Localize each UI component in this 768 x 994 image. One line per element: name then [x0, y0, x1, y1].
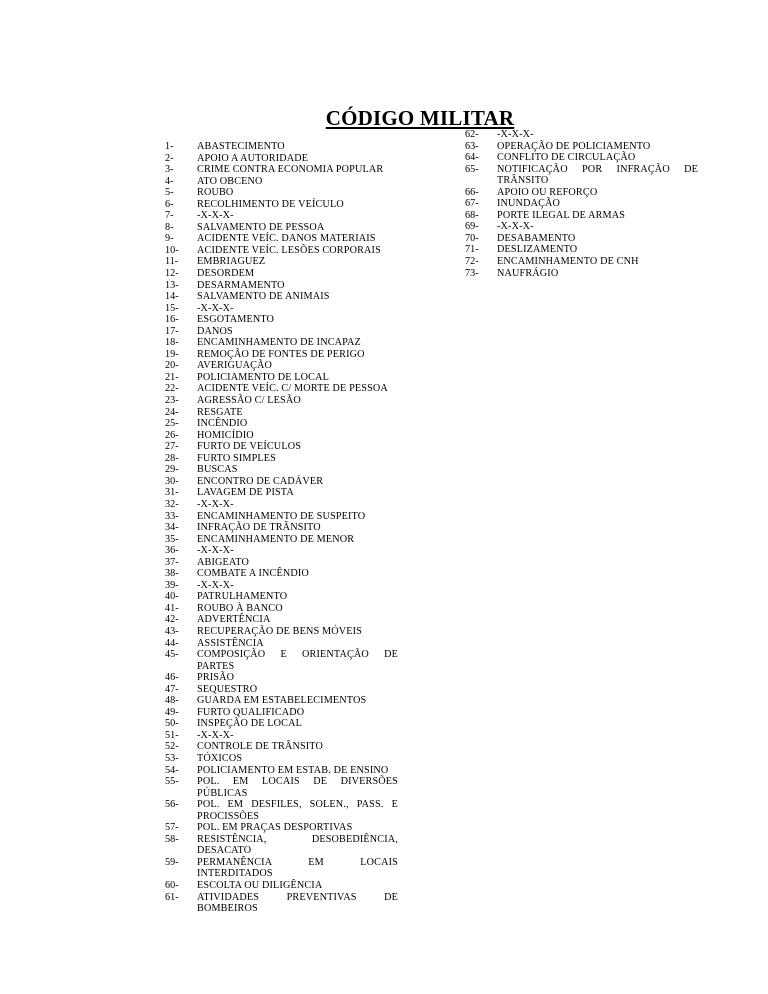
- code-list-item: [465, 221, 698, 233]
- code-list-item: [165, 245, 398, 257]
- code-list-item: [165, 407, 398, 419]
- code-description: ACIDENTE VEÍC. C/ MORTE DE PESSOA: [197, 383, 388, 395]
- code-description: ESCOLTA OU DILIGÊNCIA: [197, 880, 323, 891]
- code-list-item: [165, 741, 398, 753]
- code-description: ESGOTAMENTO: [197, 314, 275, 326]
- code-description: RECUPERAÇÃO DE BENS MÓVEIS: [197, 625, 362, 637]
- code-list-item: [165, 695, 398, 707]
- page-title: CÓDIGO MILITAR: [325, 106, 515, 130]
- code-list-item: [165, 765, 398, 777]
- code-list-item: [165, 383, 398, 395]
- code-number: 37-: [165, 556, 179, 568]
- code-list-item: [165, 707, 398, 719]
- code-number: 30-: [165, 475, 179, 487]
- code-number: 17-: [165, 325, 179, 337]
- code-number: 66-: [465, 186, 479, 198]
- code-description: LAVAGEM DE PISTA: [197, 487, 294, 499]
- code-list-item: [165, 672, 398, 684]
- code-description: CONFLITO DE CIRCULAÇÃO: [497, 152, 636, 164]
- code-description: DANOS: [197, 325, 233, 337]
- code-number: 35-: [165, 533, 179, 545]
- code-description: ENCONTRO DE CADÁVER: [197, 475, 324, 487]
- code-number: 72-: [465, 256, 479, 268]
- code-number: 45-: [165, 649, 179, 661]
- code-number: 27-: [165, 441, 179, 453]
- code-number: 4-: [165, 175, 174, 187]
- code-description: POLICIAMENTO EM ESTAB. DE ENSINO: [197, 764, 389, 776]
- code-list-item: [465, 141, 698, 153]
- code-list-item: [165, 545, 398, 557]
- code-description: HOMICÍDIO: [197, 429, 254, 441]
- code-number: 43-: [165, 625, 179, 637]
- code-list-item: [165, 534, 398, 546]
- code-number: 6-: [165, 198, 174, 210]
- code-number: 11-: [165, 256, 179, 268]
- code-description: INCÊNDIO: [197, 418, 248, 430]
- code-description: FURTO QUALIFICADO: [197, 706, 305, 718]
- code-number: 23-: [165, 395, 179, 407]
- code-number: 69-: [465, 221, 479, 233]
- code-description: ADVERTÊNCIA: [197, 614, 271, 626]
- code-list-item: [165, 326, 398, 338]
- code-list-item: [165, 568, 398, 580]
- code-description: CONTROLE DE TRÂNSITO: [197, 741, 324, 753]
- code-list-item: [465, 244, 698, 256]
- code-list-item: [165, 649, 398, 672]
- code-number: 9-: [165, 233, 174, 245]
- code-description: -X-X-X-: [197, 729, 234, 741]
- code-list-item: [165, 372, 398, 384]
- code-description: AGRESSÃO C/ LESÃO: [197, 395, 301, 407]
- code-number: 42-: [165, 614, 179, 626]
- code-list-item: [465, 164, 698, 187]
- code-number: 70-: [465, 232, 479, 244]
- code-number: 31-: [165, 487, 179, 499]
- code-list-item: [165, 303, 398, 315]
- code-description: RESGATE: [197, 406, 243, 418]
- code-list-item: [165, 557, 398, 569]
- code-description: -X-X-X-: [197, 302, 234, 314]
- code-number: 1-: [165, 141, 174, 152]
- code-number: 62-: [465, 129, 479, 140]
- code-description: PRISÃO: [197, 672, 235, 684]
- code-number: 65-: [465, 163, 479, 175]
- code-number: 51-: [165, 729, 179, 741]
- code-description: INSPEÇÃO DE LOCAL: [197, 718, 302, 730]
- code-description: DESARMAMENTO: [197, 279, 285, 291]
- code-number: 32-: [165, 498, 179, 510]
- code-number: 67-: [465, 198, 479, 210]
- code-number: 58-: [165, 833, 179, 845]
- code-number: 48-: [165, 695, 179, 707]
- code-list-item: [165, 684, 398, 696]
- code-list-item: [165, 487, 398, 499]
- code-list-item: [165, 176, 398, 188]
- code-description: APOIO A AUTORIDADE: [197, 152, 309, 164]
- code-description: NOTIFICAÇÃO POR INFRAÇÃO DE TRÂNSITO: [497, 163, 698, 187]
- code-number: 34-: [165, 522, 179, 534]
- code-description: SALVAMENTO DE ANIMAIS: [197, 291, 330, 303]
- code-number: 46-: [165, 672, 179, 684]
- code-number: 56-: [165, 799, 179, 811]
- code-list-item: [165, 360, 398, 372]
- code-list-item: [165, 349, 398, 361]
- code-list-item: [165, 153, 398, 165]
- code-number: 18-: [165, 337, 179, 349]
- code-list-item: [465, 198, 698, 210]
- code-list-item: [165, 580, 398, 592]
- code-list-item: [165, 256, 398, 268]
- code-description: RECOLHIMENTO DE VEÍCULO: [197, 198, 344, 210]
- code-description: SEQUESTRO: [197, 683, 258, 695]
- code-list-item: [465, 233, 698, 245]
- code-number: 47-: [165, 683, 179, 695]
- code-list-item: [165, 280, 398, 292]
- code-description: FURTO DE VEÍCULOS: [197, 441, 302, 453]
- code-description: FURTO SIMPLES: [197, 452, 276, 464]
- code-list-item: [165, 892, 398, 915]
- code-list-item: [465, 129, 698, 141]
- code-list-item: [165, 141, 398, 153]
- code-description: ABASTECIMENTO: [197, 141, 285, 152]
- code-list-item: [165, 603, 398, 615]
- code-list-item: [165, 822, 398, 834]
- code-list-item: [165, 638, 398, 650]
- code-description: AVERIGUAÇÃO: [197, 360, 273, 372]
- code-description: INFRAÇÃO DE TRÂNSITO: [197, 522, 321, 534]
- code-description: APOIO OU REFORÇO: [497, 186, 598, 198]
- code-description: ATIVIDADES PREVENTIVAS DE BOMBEIROS: [197, 891, 398, 915]
- code-description: -X-X-X-: [497, 221, 534, 233]
- code-description: TÓXICOS: [197, 752, 243, 764]
- code-description: EMBRIAGUEZ: [197, 256, 266, 268]
- code-list-item: [165, 753, 398, 765]
- code-number: 71-: [465, 244, 479, 256]
- code-list-left: [165, 141, 398, 915]
- code-list-item: [465, 187, 698, 199]
- code-description: DESABAMENTO: [497, 232, 576, 244]
- code-list-item: [165, 187, 398, 199]
- code-description: PATRULHAMENTO: [197, 591, 288, 603]
- code-description: -X-X-X-: [197, 210, 234, 222]
- code-number: 2-: [165, 152, 174, 164]
- code-list-item: [165, 614, 398, 626]
- code-number: 8-: [165, 221, 174, 233]
- code-list-item: [165, 337, 398, 349]
- code-list-item: [165, 591, 398, 603]
- code-list-item: [165, 499, 398, 511]
- code-description: GUARDA EM ESTABELECIMENTOS: [197, 695, 367, 707]
- code-list-item: [165, 164, 398, 176]
- code-description: ROUBO: [197, 187, 234, 199]
- code-number: 49-: [165, 706, 179, 718]
- code-description: ATO OBCENO: [197, 175, 263, 187]
- code-list-item: [165, 291, 398, 303]
- code-number: 57-: [165, 822, 179, 834]
- code-description: DESLIZAMENTO: [497, 244, 578, 256]
- code-list-item: [165, 314, 398, 326]
- code-description: DESORDEM: [197, 268, 255, 280]
- code-description: -X-X-X-: [497, 129, 534, 140]
- code-description: ACIDENTE VEÍC. DANOS MATERIAIS: [197, 233, 376, 245]
- code-number: 59-: [165, 856, 179, 868]
- code-number: 29-: [165, 464, 179, 476]
- code-description: POL. EM DESFILES, SOLEN., PASS. E PROCISSÕES: [197, 799, 398, 822]
- code-list-right: [465, 129, 698, 279]
- code-list-item: [465, 210, 698, 222]
- code-list-item: [165, 776, 398, 799]
- code-description: RESISTÊNCIA, DESOBEDIÊNCIA, DESACATO: [197, 833, 398, 857]
- code-description: POLICIAMENTO DE LOCAL: [197, 371, 329, 383]
- code-description: INUNDAÇÃO: [497, 198, 561, 210]
- code-list-item: [165, 268, 398, 280]
- code-number: 39-: [165, 579, 179, 591]
- code-number: 13-: [165, 279, 179, 291]
- code-number: 5-: [165, 187, 174, 199]
- code-list-item: [165, 834, 398, 857]
- code-list-item: [465, 152, 698, 164]
- code-number: 33-: [165, 510, 179, 522]
- code-number: 44-: [165, 637, 179, 649]
- code-list-item: [165, 453, 398, 465]
- code-description: BUSCAS: [197, 464, 238, 476]
- code-number: 19-: [165, 348, 179, 360]
- code-list-item: [165, 857, 398, 880]
- code-description: PORTE ILEGAL DE ARMAS: [497, 209, 626, 221]
- code-number: 73-: [465, 267, 479, 279]
- code-number: 55-: [165, 776, 179, 788]
- code-list-item: [165, 199, 398, 211]
- code-description: ABIGEATO: [197, 556, 249, 568]
- code-number: 26-: [165, 429, 179, 441]
- code-number: 22-: [165, 383, 179, 395]
- code-description: ASSISTÊNCIA: [197, 637, 264, 649]
- code-number: 50-: [165, 718, 179, 730]
- code-description: NAUFRÁGIO: [497, 267, 559, 279]
- code-number: 53-: [165, 752, 179, 764]
- code-description: ROUBO À BANCO: [197, 602, 283, 614]
- code-list-item: [165, 464, 398, 476]
- code-number: 64-: [465, 152, 479, 164]
- code-number: 10-: [165, 244, 179, 256]
- code-number: 20-: [165, 360, 179, 372]
- code-number: 12-: [165, 268, 179, 280]
- code-list-item: [165, 522, 398, 534]
- code-description: ENCAMINHAMENTO DE CNH: [497, 256, 639, 268]
- code-list-item: [165, 730, 398, 742]
- code-number: 54-: [165, 764, 179, 776]
- code-list-item: [165, 418, 398, 430]
- code-list-item: [165, 441, 398, 453]
- code-number: 16-: [165, 314, 179, 326]
- code-list-item: [165, 626, 398, 638]
- code-description: COMBATE A INCÊNDIO: [197, 568, 309, 580]
- code-number: 63-: [465, 140, 479, 152]
- code-description: SALVAMENTO DE PESSOA: [197, 221, 325, 233]
- code-description: ENCAMINHAMENTO DE MENOR: [197, 533, 355, 545]
- code-number: 52-: [165, 741, 179, 753]
- code-list-item: [165, 430, 398, 442]
- code-number: 41-: [165, 602, 179, 614]
- code-list-item: [165, 395, 398, 407]
- code-number: 24-: [165, 406, 179, 418]
- code-description: COMPOSIÇÃO E ORIENTAÇÃO DE PARTES: [197, 649, 398, 672]
- code-number: 25-: [165, 418, 179, 430]
- code-number: 7-: [165, 210, 174, 222]
- code-list-item: [165, 511, 398, 523]
- code-list-item: [165, 233, 398, 245]
- code-number: 38-: [165, 568, 179, 580]
- code-number: 60-: [165, 880, 179, 891]
- code-description: POL. EM PRAÇAS DESPORTIVAS: [197, 822, 353, 834]
- code-number: 14-: [165, 291, 179, 303]
- code-description: CRIME CONTRA ECONOMIA POPULAR: [197, 164, 384, 176]
- code-description: OPERAÇÃO DE POLICIAMENTO: [497, 140, 651, 152]
- code-list-item: [165, 718, 398, 730]
- code-number: 40-: [165, 591, 179, 603]
- code-number: 61-: [165, 891, 179, 903]
- code-number: 68-: [465, 209, 479, 221]
- code-description: -X-X-X-: [197, 498, 234, 510]
- code-description: ENCAMINHAMENTO DE SUSPEITO: [197, 510, 366, 522]
- code-number: 36-: [165, 545, 179, 557]
- code-list-item: [165, 210, 398, 222]
- code-list-item: [165, 880, 398, 892]
- code-list-item: [165, 222, 398, 234]
- code-description: REMOÇÃO DE FONTES DE PERIGO: [197, 348, 365, 360]
- code-description: PERMANÊNCIA EM LOCAIS INTERDITADOS: [197, 856, 398, 880]
- code-description: ACIDENTE VEÍC. LESÕES CORPORAIS: [197, 244, 381, 256]
- code-description: -X-X-X-: [197, 545, 234, 557]
- code-description: POL. EM LOCAIS DE DIVERSÕES PÚBLICAS: [197, 776, 398, 799]
- code-description: ENCAMINHAMENTO DE INCAPAZ: [197, 337, 361, 349]
- code-description: -X-X-X-: [197, 579, 234, 591]
- code-list-item: [165, 799, 398, 822]
- code-list-item: [465, 256, 698, 268]
- code-number: 21-: [165, 371, 179, 383]
- code-list-item: [465, 268, 698, 280]
- code-number: 28-: [165, 452, 179, 464]
- code-number: 3-: [165, 164, 174, 176]
- code-number: 15-: [165, 302, 179, 314]
- code-list-item: [165, 476, 398, 488]
